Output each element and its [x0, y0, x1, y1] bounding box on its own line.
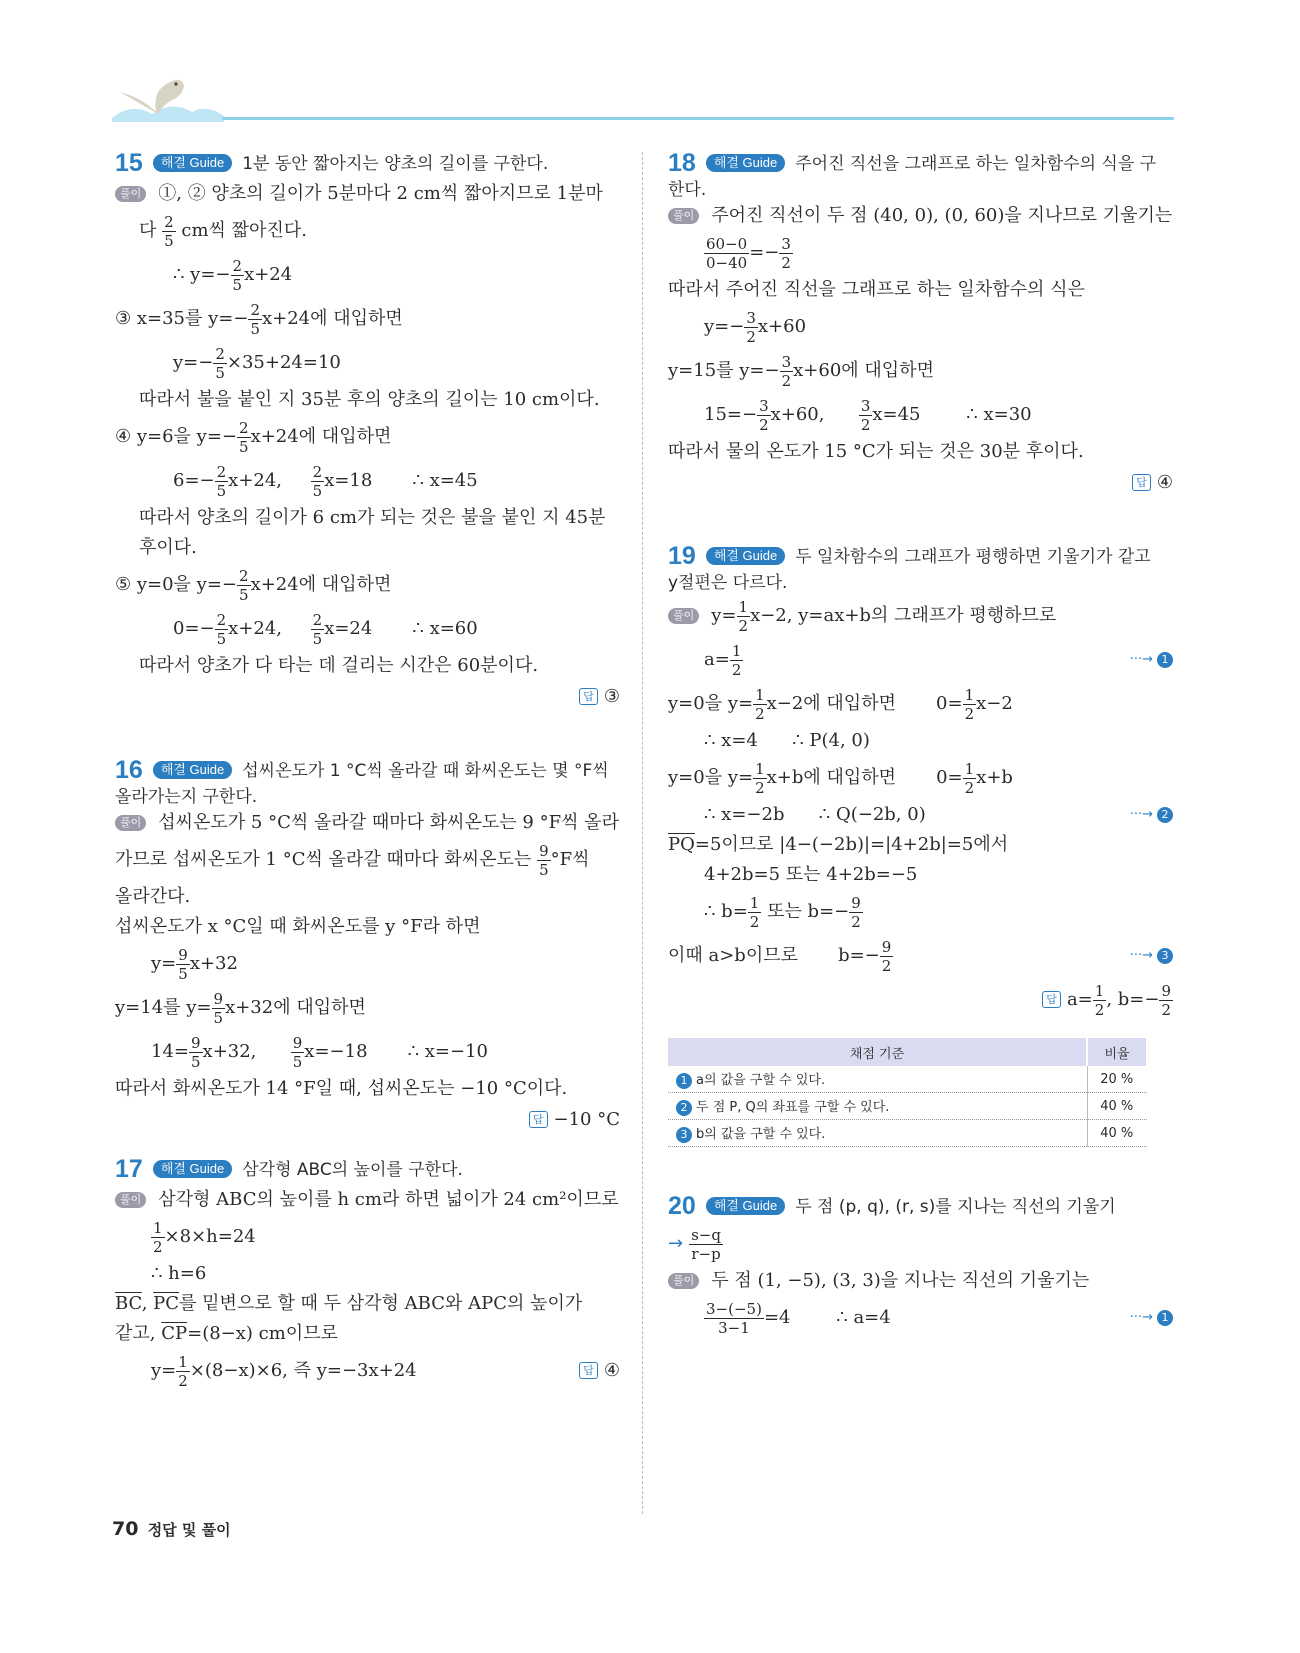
fraction: $\frac{1}{2}$: [749, 893, 760, 931]
problem-number: 15: [115, 149, 143, 177]
equation: 15=−: [704, 404, 758, 425]
equation: 또는 b=−: [767, 901, 850, 922]
equation: x+24에 대입하면: [250, 574, 392, 595]
equation: x+24,: [228, 470, 283, 491]
arrow-icon: →: [668, 1233, 684, 1254]
problem-20: [668, 1193, 1173, 1338]
fraction: $\frac{1}{2}$: [178, 1352, 188, 1390]
scoring-table: [668, 1038, 1148, 1147]
equation: y=15를 y=−: [668, 360, 780, 381]
equation: x+32: [189, 953, 238, 974]
fraction: $\frac{2}{5}$: [232, 256, 243, 294]
step-marker: ···→ 1: [1130, 640, 1173, 680]
table-header: 비율: [1087, 1038, 1147, 1066]
problem-16: [115, 757, 620, 1134]
solution-line: 주어진 직선이 두 점 (40, 0), (0, 60)을 지나므로 기울기는: [711, 205, 1173, 226]
equation: 4+2b=5 또는 4+2b=−5: [704, 864, 918, 885]
solution-line: 따라서 불을 붙인 지 35분 후의 양초의 길이는 10 cm이다.: [139, 389, 600, 410]
solution-text: cm씩 짧아진다.: [181, 220, 307, 241]
fraction: $\frac{1}{2}$: [964, 759, 975, 797]
guide-badge: 해결 Guide: [706, 154, 785, 172]
answer-badge: 답: [579, 1362, 598, 1379]
solution-text: 같고,: [115, 1323, 156, 1344]
criterion-number: 1: [676, 1073, 692, 1089]
guide-text: 두 일차함수의 그래프가 평행하면 기울기가 같고: [795, 547, 1151, 567]
punctuation: ,: [141, 1293, 148, 1314]
guide-badge: 해결 Guide: [153, 154, 232, 172]
fraction: $\frac{1}{2}$: [731, 641, 742, 679]
solution-line: ①, ② 양초의 길이가 5분마다 2 cm씩 짧아지므로 1분마: [158, 183, 603, 204]
table-row: [668, 1093, 1147, 1120]
equation: 6=−: [173, 470, 215, 491]
fraction: $\frac{2}{5}$: [312, 610, 323, 648]
problem-number: 20: [668, 1192, 696, 1220]
solution-line: 섭씨온도가 x °C일 때 화씨온도를 y °F라 하면: [115, 916, 481, 937]
seal-mascot-icon: [112, 72, 224, 122]
equation: y=14를 y=: [115, 997, 212, 1018]
guide-badge: 해결 Guide: [153, 1160, 232, 1178]
answer-badge: 답: [1042, 991, 1061, 1008]
fraction: $\frac{1}{2}$: [1094, 981, 1105, 1019]
guide-text: 올라가는지 구한다.: [115, 787, 258, 807]
equation: y=: [711, 605, 737, 626]
equation: ∴ b=: [704, 901, 748, 922]
problem-number: 17: [115, 1155, 143, 1183]
equation: y=−: [704, 316, 745, 337]
table-row: [668, 1120, 1147, 1147]
criterion-number: 2: [676, 1100, 692, 1116]
fraction: $\frac{2}{5}$: [250, 300, 260, 338]
equation: x+24,: [228, 618, 283, 639]
equation: x+60: [757, 316, 807, 337]
fraction: $\frac{2}{5}$: [215, 344, 225, 382]
solution-line: 따라서 양초의 길이가 6 cm가 되는 것은 불을 붙인 지 45분: [139, 507, 606, 528]
equation: ×(8−x)×6, 즉 y=−3x+24: [189, 1360, 417, 1381]
problem-number: 16: [115, 756, 143, 784]
solution-badge: 풀이: [668, 208, 699, 224]
guide-badge: 해결 Guide: [706, 547, 785, 565]
fraction: $\frac{2}{5}$: [216, 462, 227, 500]
fraction: $\frac{9}{2}$: [1161, 981, 1171, 1019]
equation: 0=: [936, 767, 963, 788]
fraction: $\frac{9}{5}$: [178, 945, 188, 983]
answer-badge: 답: [1132, 474, 1151, 491]
fraction: $\frac{1}{2}$: [738, 597, 749, 635]
equation: y=: [151, 1360, 177, 1381]
step-marker: ···→ 3: [1130, 936, 1173, 976]
equation: y=: [151, 953, 177, 974]
segment-label: $\overline{PC}$: [153, 1293, 180, 1314]
solution-text: 를 밑변으로 할 때 두 삼각형 ABC와 APC의 높이가: [179, 1293, 583, 1314]
table-row: [668, 1066, 1147, 1093]
problem-18: [668, 150, 1173, 497]
solution-line: 올라간다.: [115, 886, 191, 907]
equation: ∴ x=−2b ∴ Q(−2b, 0): [704, 804, 926, 825]
solution-text: 다: [139, 220, 157, 241]
equation: ③ x=35를 y=−: [115, 308, 249, 329]
header-rule: [222, 117, 1174, 120]
equation: ×8×h=24: [164, 1226, 256, 1247]
equation: x+24에 대입하면: [250, 426, 392, 447]
equation: 14=: [151, 1041, 189, 1062]
equation: 0=−: [173, 618, 215, 639]
guide-text: 두 점 (p, q), (r, s)를 지나는 직선의 기울기: [795, 1197, 1116, 1217]
segment-label: $\overline{CP}$: [161, 1323, 188, 1344]
fraction: $\frac{9}{5}$: [213, 989, 224, 1027]
equation: ∴ h=6: [151, 1263, 207, 1284]
criterion-number: 3: [676, 1127, 692, 1143]
criterion-ratio: 40 %: [1087, 1120, 1147, 1147]
solution-badge: 풀이: [668, 608, 699, 624]
fraction: $\frac{1}{2}$: [153, 1218, 163, 1256]
guide-text: 1분 동안 짧아지는 양초의 길이를 구한다.: [242, 154, 549, 174]
equation: x−2에 대입하면: [766, 693, 896, 714]
answer-value: a=: [1066, 989, 1093, 1010]
solution-badge: 풀이: [115, 1192, 146, 1208]
fraction: $\frac{60-0}{0-40}$: [706, 234, 748, 272]
guide-badge: 해결 Guide: [153, 761, 232, 779]
equation: a=: [704, 649, 730, 670]
equation: x=24: [324, 618, 373, 639]
solution-line: 삼각형 ABC의 높이를 h cm라 하면 넓이가 24 cm²이므로: [158, 1189, 619, 1210]
equation: =5이므로 |4−(−2b)|=|4+2b|=5에서: [694, 834, 1009, 855]
equation: x=18: [324, 470, 373, 491]
equation: =4: [763, 1307, 791, 1328]
fraction: $\frac{9}{2}$: [851, 893, 861, 931]
fraction: $\frac{9}{5}$: [292, 1033, 303, 1071]
equation: 이때 a>b이므로: [668, 945, 798, 966]
guide-text: 삼각형 ABC의 높이를 구한다.: [242, 1160, 463, 1180]
fraction: $\frac{9}{5}$: [191, 1033, 201, 1071]
problem-17: [115, 1156, 620, 1391]
guide-text: 주어진 직선을 그래프로 하는 일차함수의 식을 구: [795, 154, 1157, 174]
solution-badge: 풀이: [115, 815, 146, 831]
equation: x+60에 대입하면: [793, 360, 934, 381]
equation: x=45: [872, 404, 921, 425]
equation: ×35+24=10: [226, 352, 341, 373]
equation: x+24: [244, 264, 293, 285]
equation: ∴ x=60: [412, 618, 478, 639]
solution-badge: 풀이: [668, 1273, 699, 1289]
answer-value: ③: [603, 686, 620, 707]
equation: x+32에 대입하면: [225, 997, 366, 1018]
equation: b=−: [838, 945, 880, 966]
fraction: $\frac{2}{5}$: [239, 566, 249, 604]
answer-value: , b=−: [1106, 989, 1160, 1010]
equation: ∴ x=30: [966, 404, 1032, 425]
fraction: $\frac{2}{5}$: [312, 462, 323, 500]
fraction: $\frac{9}{2}$: [881, 937, 892, 975]
fraction: $\frac{3}{2}$: [781, 234, 791, 272]
fraction: $\frac{s-q}{r-p}$: [691, 1225, 721, 1263]
equation: ∴ x=4 ∴ P(4, 0): [704, 730, 870, 751]
criterion-ratio: 20 %: [1087, 1066, 1147, 1093]
page-footer: [112, 1518, 231, 1540]
equation: ④ y=6을 y=−: [115, 426, 238, 447]
equation: x+24에 대입하면: [262, 308, 403, 329]
solution-text: 가므로 섭씨온도가 1 °C씩 올라갈 때마다 화씨온도는: [115, 849, 532, 870]
problem-number: 19: [668, 542, 696, 570]
fraction: $\frac{2}{5}$: [216, 610, 227, 648]
solution-line: 따라서 화씨온도가 14 °F일 때, 섭씨온도는 −10 °C이다.: [115, 1078, 568, 1099]
criterion-text: a의 값을 구할 수 있다.: [696, 1073, 826, 1088]
guide-text: 섭씨온도가 1 °C씩 올라갈 때 화씨온도는 몇 °F씩: [242, 761, 609, 781]
equation: ∴ x=−10: [407, 1041, 488, 1062]
step-marker: ···→ 2: [1130, 802, 1173, 828]
guide-text: y절편은 다르다.: [668, 573, 788, 593]
solution-line: 섭씨온도가 5 °C씩 올라갈 때마다 화씨온도는 9 °F씩 올라: [158, 812, 619, 833]
solution-line: 따라서 주어진 직선을 그래프로 하는 일차함수의 식은: [668, 279, 1085, 300]
equation: x=−18: [304, 1041, 368, 1062]
fraction: $\frac{3}{2}$: [746, 308, 756, 346]
equation: 0=: [936, 693, 963, 714]
solution-line: 두 점 (1, −5), (3, 3)을 지나는 직선의 기울기는: [711, 1270, 1090, 1291]
fraction: $\frac{9}{5}$: [539, 841, 549, 879]
segment-label: $\overline{BC}$: [115, 1293, 142, 1314]
criterion-ratio: 40 %: [1087, 1093, 1147, 1120]
fraction: $\frac{1}{2}$: [964, 685, 975, 723]
equation: ∴ x=45: [412, 470, 478, 491]
fraction: $\frac{3}{2}$: [860, 396, 871, 434]
equation: y=0을 y=: [668, 693, 754, 714]
table-header: 채점 기준: [668, 1038, 1087, 1066]
equation: ∴ y=−: [173, 264, 231, 285]
equation: ⑤ y=0을 y=−: [115, 574, 238, 595]
column-divider: [642, 152, 643, 1514]
equation: x+b: [976, 767, 1013, 788]
guide-text: 한다.: [668, 180, 707, 200]
solution-line: 따라서 양초가 다 타는 데 걸리는 시간은 60분이다.: [139, 655, 539, 676]
fraction: $\frac{3}{2}$: [781, 352, 792, 390]
equation: =−: [749, 242, 780, 263]
fraction: $\frac{2}{5}$: [239, 418, 249, 456]
answer-value: ④: [1156, 472, 1173, 493]
answer-value: ④: [603, 1360, 620, 1381]
criterion-text: 두 점 P, Q의 좌표를 구할 수 있다.: [696, 1100, 890, 1115]
segment-label: $\overline{PQ}$: [668, 834, 695, 855]
equation: x−2, y=ax+b의 그래프가 평행하므로: [750, 605, 1057, 626]
answer-badge: 답: [529, 1111, 548, 1128]
equation: x−2: [976, 693, 1013, 714]
answer-badge: 답: [579, 688, 598, 705]
problem-15: [115, 150, 620, 711]
equation: x+b에 대입하면: [766, 767, 897, 788]
solution-badge: 풀이: [115, 186, 146, 202]
problem-19: [668, 543, 1173, 1147]
fraction: $\frac{1}{2}$: [755, 759, 765, 797]
section-title: 정답 및 풀이: [147, 1521, 231, 1539]
equation: y=−: [173, 352, 214, 373]
equation: ∴ a=4: [836, 1307, 891, 1328]
fraction: $\frac{2}{5}$: [164, 212, 174, 250]
guide-badge: 해결 Guide: [706, 1197, 785, 1215]
criterion-text: b의 값을 구할 수 있다.: [696, 1127, 826, 1142]
fraction: $\frac{1}{2}$: [755, 685, 765, 723]
problem-number: 18: [668, 149, 696, 177]
solution-text: =(8−x) cm이므로: [187, 1323, 338, 1344]
equation: x+60,: [770, 404, 825, 425]
fraction: $\frac{3-(-5)}{3-1}$: [706, 1299, 762, 1337]
left-column: [115, 150, 620, 1391]
solution-text: °F씩: [550, 849, 590, 870]
answer-value: −10 °C: [553, 1109, 620, 1130]
right-column: [668, 150, 1173, 1338]
step-marker: ···→ 1: [1130, 1298, 1173, 1338]
page-number: 70: [112, 1518, 139, 1540]
equation: x+32,: [202, 1041, 257, 1062]
equation: y=0을 y=: [668, 767, 754, 788]
solution-line: 따라서 물의 온도가 15 °C가 되는 것은 30분 후이다.: [668, 441, 1084, 462]
solution-line: 후이다.: [139, 537, 197, 558]
fraction: $\frac{3}{2}$: [759, 396, 769, 434]
